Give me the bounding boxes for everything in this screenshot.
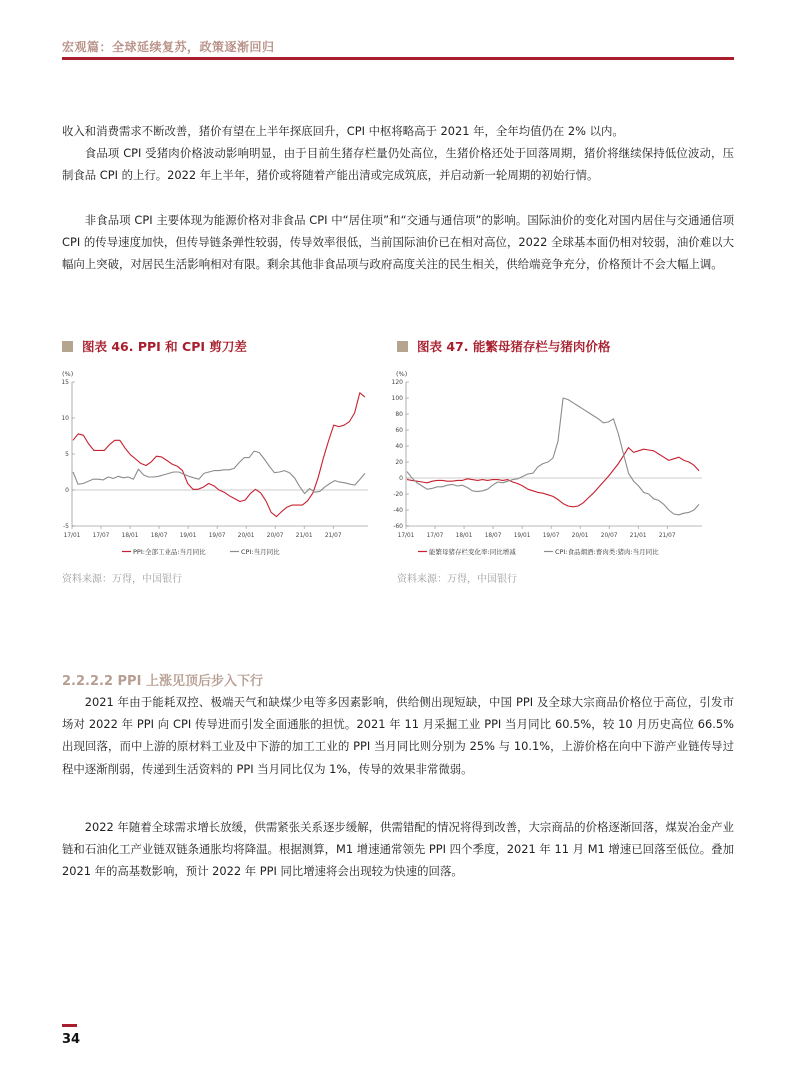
y-tick-label: 80 xyxy=(395,411,403,419)
x-tick-label: 20/07 xyxy=(266,533,284,539)
x-tick-label: 19/07 xyxy=(208,533,226,539)
y-tick-label: 100 xyxy=(391,395,403,403)
x-tick-label: 20/01 xyxy=(237,533,255,539)
x-tick-label: 20/07 xyxy=(600,533,618,539)
x-tick-label: 17/01 xyxy=(397,533,415,539)
y-tick-label: 120 xyxy=(391,379,403,387)
series-line-secondary xyxy=(73,451,365,494)
x-tick-label: 20/01 xyxy=(571,533,589,539)
y-tick-label: -20 xyxy=(393,491,403,499)
figure-47-source: 资料来源：万得，中国银行 xyxy=(397,574,517,585)
x-tick-label: 18/01 xyxy=(455,533,473,539)
y-tick-label: 40 xyxy=(395,443,403,451)
figure-marker-icon xyxy=(62,341,73,352)
paragraph-ppi-supply: 2021 年由于能耗双控、极端天气和缺煤少电等多因素影响，供给侧出现短缺，中国 PPI 及全球大宗商品价格位于高位，引发市场对 2022 年 PPI 向 CPI 传导进而引发全面通胀的担忧。2021 年 11 月采掘工业 PPI 当月同比 60.5%，较 10 月历史高位 66.5% 出现回落，而中上游的原材料工业及中下游的加工工业的 PPI 当月同比则分别为 25% 与 10.1%，上游价格在向中下游产业链传导过程中逐渐削弱，传递到生活资料的 PPI 当月同比仅为 1%，传导的效果非常微弱。 xyxy=(62,695,734,776)
x-tick-label: 19/01 xyxy=(179,533,197,539)
paragraph-nonfood-cpi: 非食品项 CPI 主要体现为能源价格对非食品 CPI 中“居住项”和“交通与通信项”的影响。国际油价的变化对国内居住与交通通信项 CPI 的传导速度加快，但传导链条弹性较弱，传导效率很低，当前国际油价已在相对高位，2022 全球基本面仍相对较弱，油价难以大幅向上突破，对居民生活影响相对有限。剩余其他非食品项与政府高度关注的民生相关，供给端竞争充分，价格预计不会大幅上调。 xyxy=(62,213,734,272)
x-tick-label: 19/07 xyxy=(542,533,560,539)
x-tick-label: 21/07 xyxy=(658,533,676,539)
legend-label: 能繁母猪存栏变化率:同比增减 xyxy=(429,548,516,556)
y-tick-label: 0 xyxy=(65,487,69,495)
chart-ppi-cpi-svg xyxy=(56,364,374,564)
x-tick-label: 21/07 xyxy=(324,533,342,539)
y-tick-label: 15 xyxy=(61,379,69,387)
figure-marker-icon xyxy=(397,341,408,352)
y-tick-label: -5 xyxy=(63,523,69,531)
y-tick-label: 20 xyxy=(395,459,403,467)
x-tick-label: 18/01 xyxy=(121,533,139,539)
figure-47-title-text: 图表 47. 能繁母猪存栏与猪肉价格 xyxy=(417,339,611,354)
chart-sow-pork xyxy=(390,364,708,564)
footer-rule xyxy=(62,1024,77,1027)
paragraph-cpi-outlook: 收入和消费需求不断改善，猪价有望在上半年探底回升，CPI 中枢将略高于 2021 年，全年均值仍在 2% 以内。 xyxy=(62,124,624,138)
series-line-primary xyxy=(73,393,365,517)
x-tick-label: 17/01 xyxy=(63,533,81,539)
x-tick-label: 21/01 xyxy=(629,533,647,539)
paragraph-food-cpi: 食品项 CPI 受猪肉价格波动影响明显，由于目前生猪存栏量仍处高位，生猪价格还处于回落周期，猪价将继续保持低位波动，压制食品 CPI 的上行。2022 年上半年，猪价或将随着产能出清或完成筑底，并启动新一轮周期的初始行情。 xyxy=(62,146,734,183)
chart-unit-label: (%) xyxy=(396,370,408,378)
header-rule xyxy=(62,57,734,60)
chart-ppi-cpi xyxy=(56,364,374,564)
y-tick-label: -60 xyxy=(393,523,403,531)
chart-sow-pork-svg xyxy=(390,364,708,564)
legend-label: CPI:当月同比 xyxy=(241,548,280,556)
figure-46-source: 资料来源：万得，中国银行 xyxy=(62,574,182,585)
legend-label: PPI:全部工业品:当月同比 xyxy=(133,548,206,556)
page-number: 34 xyxy=(62,1032,81,1047)
section-heading: 2.2.2.2 PPI 上涨见顶后步入下行 xyxy=(62,674,263,689)
y-tick-label: -40 xyxy=(393,507,403,515)
y-tick-label: 10 xyxy=(61,415,69,423)
x-tick-label: 17/07 xyxy=(426,533,444,539)
header-title: 宏观篇：全球延续复苏，政策逐渐回归 xyxy=(62,40,275,54)
x-tick-label: 21/01 xyxy=(295,533,313,539)
x-tick-label: 18/07 xyxy=(484,533,502,539)
x-tick-label: 17/07 xyxy=(92,533,110,539)
y-tick-label: 0 xyxy=(399,475,403,483)
y-tick-label: 60 xyxy=(395,427,403,435)
series-line-secondary xyxy=(407,398,699,515)
y-tick-label: 5 xyxy=(65,451,69,459)
paragraph-ppi-outlook: 2022 年随着全球需求增长放缓，供需紧张关系逐步缓解，供需错配的情况将得到改善，大宗商品的价格逐渐回落，煤炭冶金产业链和石油化工产业链双链条通胀均将降温。根据测算，M1 增速通常领先 PPI 四个季度，2021 年 11 月 M1 增速已回落至低位。叠加 2021 年的高基数影响，预计 2022 年 PPI 同比增速将会出现较为快速的回落。 xyxy=(62,820,734,879)
legend-label: CPI:食品烟酒:畜肉类:猪肉:当月同比 xyxy=(555,548,659,556)
figure-47-title xyxy=(397,337,610,355)
figure-46-title-text: 图表 46. PPI 和 CPI 剪刀差 xyxy=(82,339,247,354)
x-tick-label: 19/01 xyxy=(513,533,531,539)
figure-46-title xyxy=(62,337,247,355)
chart-unit-label: (%) xyxy=(62,370,74,378)
x-tick-label: 18/07 xyxy=(150,533,168,539)
